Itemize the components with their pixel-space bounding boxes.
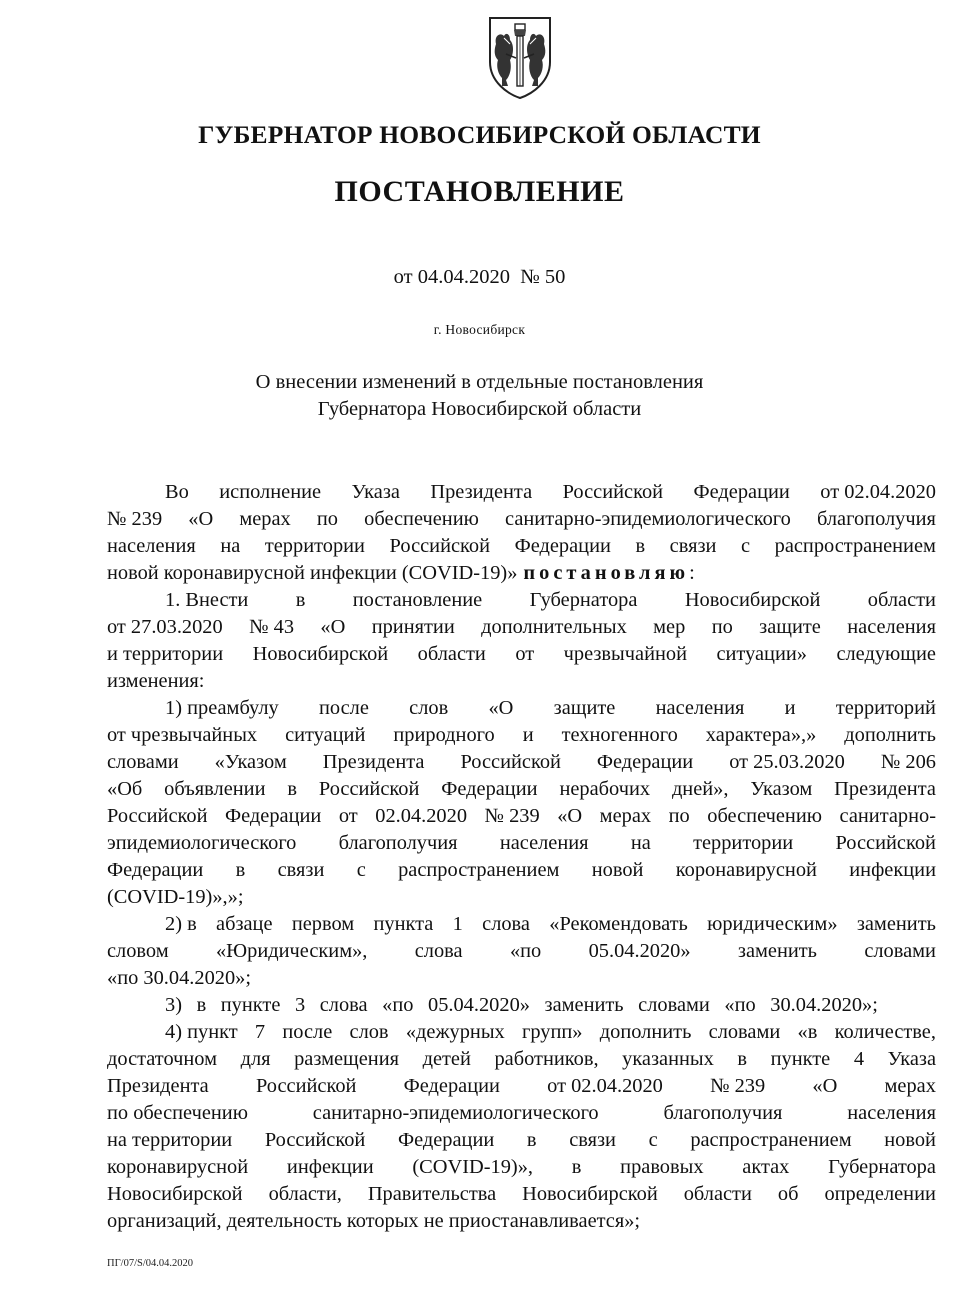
word: Новосибирской xyxy=(252,643,389,665)
word: по xyxy=(711,616,733,638)
text-line xyxy=(107,803,936,830)
word: санитарно-эпидемиологического xyxy=(312,1102,599,1124)
text-line xyxy=(107,911,936,938)
word: от чрезвычайных xyxy=(107,724,258,746)
word: (COVID-19)», xyxy=(412,1156,534,1178)
word: после xyxy=(282,1021,333,1043)
word: благополучия xyxy=(663,1102,783,1124)
word: об xyxy=(777,1183,799,1205)
word: территории xyxy=(693,832,794,854)
text-fragment: (COVID-19)»,»; xyxy=(107,886,244,908)
word: 1) преамбулу xyxy=(165,697,279,719)
word: Президента xyxy=(107,1075,209,1097)
text-line xyxy=(107,560,936,587)
text-line xyxy=(107,1019,936,1046)
word: коронавирусной xyxy=(107,1156,249,1178)
word: характера»,» xyxy=(705,724,817,746)
document-type-title: ПОСТАНОВЛЕНИЕ xyxy=(334,175,625,208)
word: в xyxy=(526,1129,537,1151)
word: Российской xyxy=(318,778,420,800)
word: инфекции xyxy=(286,1156,374,1178)
document-body xyxy=(107,479,936,1235)
word: 02.04.2020 xyxy=(375,805,468,827)
word: «Указом xyxy=(214,751,287,773)
word: Федерации xyxy=(693,481,790,503)
word: Федерации xyxy=(596,751,694,773)
word: для xyxy=(240,1048,271,1070)
word: 05.04.2020» xyxy=(588,940,691,962)
word: Федерации xyxy=(441,778,538,800)
word: достаточном xyxy=(107,1048,217,1070)
word: в xyxy=(737,1048,748,1070)
word: пункте xyxy=(770,1048,831,1070)
text-line xyxy=(107,479,936,506)
word: 30.04.2020»; xyxy=(770,994,878,1016)
word: «О xyxy=(812,1075,838,1097)
word: в xyxy=(287,778,297,800)
word: словами xyxy=(638,994,710,1016)
word: Федерации xyxy=(225,805,322,827)
word: «по xyxy=(724,994,756,1016)
word: области xyxy=(417,643,486,665)
word: № 239 xyxy=(107,508,163,530)
word: словами xyxy=(107,751,179,773)
word: дополнительных xyxy=(481,616,627,638)
word: пункта xyxy=(373,913,434,935)
document-code: ПГ/07/S/04.04.2020 xyxy=(107,1258,193,1269)
word: Президента xyxy=(322,751,425,773)
text-fragment: изменения: xyxy=(107,670,205,692)
word: Новосибирской xyxy=(684,589,821,611)
text-fragment: организаций, деятельность которых не приостанавливается»; xyxy=(107,1210,641,1232)
word: Российской xyxy=(562,481,664,503)
document-subject xyxy=(0,369,959,423)
word: «О xyxy=(557,805,583,827)
word: групп» xyxy=(522,1021,583,1043)
word: на xyxy=(220,535,241,557)
word: исполнение xyxy=(219,481,322,503)
word: связи xyxy=(277,859,325,881)
word: Федерации xyxy=(397,1129,495,1151)
word: с xyxy=(356,859,366,881)
word: мерах xyxy=(239,508,291,530)
word: с xyxy=(741,535,751,557)
word: Федерации xyxy=(514,535,611,557)
word: на xyxy=(630,832,651,854)
word: словами xyxy=(864,940,936,962)
word: 1 xyxy=(452,913,463,935)
word: Российской xyxy=(460,751,561,773)
word: от xyxy=(515,643,535,665)
word: определении xyxy=(824,1183,936,1205)
text-line xyxy=(107,506,936,533)
word: 3 xyxy=(294,994,306,1016)
word: Новосибирской xyxy=(522,1183,658,1205)
word: правовых xyxy=(620,1156,704,1178)
word: обеспечению xyxy=(364,508,479,530)
word: дополнить xyxy=(599,1021,692,1043)
word: заменить xyxy=(856,913,936,935)
word: от xyxy=(338,805,358,827)
word: санитарно-эпидемиологического xyxy=(505,508,791,530)
text-fragment: : xyxy=(689,562,695,584)
word: связи xyxy=(669,535,717,557)
word: детей xyxy=(422,1048,471,1070)
word: 4) пункт xyxy=(165,1021,238,1043)
text-line xyxy=(107,614,936,641)
word: распространением xyxy=(690,1129,852,1151)
word: по обеспечению xyxy=(107,1102,248,1124)
text-line xyxy=(107,587,936,614)
text-line xyxy=(107,1208,936,1235)
text-line xyxy=(107,641,936,668)
subject-line: Губернатора Новосибирской области xyxy=(317,398,642,420)
word: слова xyxy=(414,940,463,962)
word: и территории xyxy=(107,643,224,665)
text-line xyxy=(107,1127,936,1154)
word: от 25.03.2020 xyxy=(729,751,845,773)
word: «Юридическим», xyxy=(215,940,368,962)
word: инфекции xyxy=(849,859,936,881)
word: 05.04.2020» xyxy=(428,994,530,1016)
word: актах xyxy=(742,1156,790,1178)
text-line xyxy=(107,722,936,749)
text-line xyxy=(107,857,936,884)
word: территорий xyxy=(835,697,936,719)
word: населения xyxy=(847,1102,936,1124)
text-line xyxy=(107,1100,936,1127)
text-line xyxy=(107,668,936,695)
word: от 02.04.2020 xyxy=(547,1075,663,1097)
text-line xyxy=(107,749,936,776)
word: распространением xyxy=(774,535,936,557)
word: № 206 xyxy=(880,751,936,773)
decree-keyword: постановляю xyxy=(523,562,690,584)
text-line xyxy=(107,1154,936,1181)
word: словом xyxy=(107,940,169,962)
word: населения xyxy=(655,697,745,719)
text-line xyxy=(107,776,936,803)
word: благополучия xyxy=(338,832,458,854)
word: первом xyxy=(291,913,355,935)
word: в xyxy=(295,589,306,611)
word: дней», xyxy=(671,778,729,800)
word: Российской xyxy=(107,805,208,827)
word: области xyxy=(683,1183,752,1205)
word: указанных xyxy=(622,1048,714,1070)
word: в xyxy=(635,535,646,557)
word: мер xyxy=(653,616,686,638)
word: на территории xyxy=(107,1129,233,1151)
word: 2) в xyxy=(165,913,197,935)
subject-line: О внесении изменений в отдельные постановления xyxy=(255,371,704,393)
word: работников, xyxy=(494,1048,599,1070)
word: коронавирусной xyxy=(675,859,817,881)
word: от 02.04.2020 xyxy=(820,481,936,503)
word: «О xyxy=(320,616,346,638)
issuing-authority: ГУБЕРНАТОР НОВОСИБИРСКОЙ ОБЛАСТИ xyxy=(198,120,761,149)
word: «О xyxy=(188,508,214,530)
word: «по xyxy=(509,940,542,962)
word: в xyxy=(235,859,246,881)
text-line xyxy=(107,1046,936,1073)
word: заменить xyxy=(544,994,624,1016)
text-line xyxy=(107,830,936,857)
word: словами xyxy=(708,1021,781,1043)
word: Указа xyxy=(887,1048,936,1070)
word: 1. Внести xyxy=(165,589,249,611)
text-line xyxy=(107,938,936,965)
word: количестве, xyxy=(834,1021,936,1043)
word: постановление xyxy=(352,589,483,611)
word: Президента xyxy=(834,778,936,800)
word: техногенного xyxy=(561,724,678,746)
word: слов xyxy=(409,697,449,719)
word: и xyxy=(522,724,534,746)
text-line xyxy=(107,1181,936,1208)
word: дополнить xyxy=(844,724,936,746)
word: новой xyxy=(884,1129,936,1151)
word: Новосибирской xyxy=(107,1183,243,1205)
word: нерабочих xyxy=(559,778,651,800)
word: Указом xyxy=(750,778,813,800)
word: «в xyxy=(797,1021,818,1043)
word: и xyxy=(784,697,796,719)
word: «по xyxy=(382,994,414,1016)
word: Губернатора xyxy=(529,589,638,611)
word: от 27.03.2020 xyxy=(107,616,223,638)
word: размещения xyxy=(294,1048,400,1070)
word: заменить xyxy=(737,940,817,962)
word: в xyxy=(196,994,207,1016)
city-name: г. Новосибирск xyxy=(433,322,526,337)
word: ситуации» xyxy=(716,643,807,665)
word: территории xyxy=(264,535,365,557)
word: Правительства xyxy=(367,1183,497,1205)
word: № 43 xyxy=(249,616,295,638)
word: новой xyxy=(591,859,644,881)
word: «О xyxy=(488,697,514,719)
word: Российской xyxy=(389,535,491,557)
word: Российской xyxy=(255,1075,357,1097)
word: защите xyxy=(553,697,616,719)
word: области, xyxy=(268,1183,342,1205)
word: объявлении xyxy=(164,778,266,800)
word: Российской xyxy=(264,1129,366,1151)
word: Российской xyxy=(835,832,936,854)
word: «Об xyxy=(107,778,143,800)
text-line xyxy=(107,695,936,722)
word: населения xyxy=(499,832,589,854)
word: № 239 xyxy=(484,805,540,827)
word: Федерации xyxy=(107,859,204,881)
text-fragment: «по 30.04.2020»; xyxy=(107,967,252,989)
word: защите xyxy=(759,616,821,638)
word: ситуаций xyxy=(285,724,366,746)
word: 4 xyxy=(853,1048,865,1070)
word: № 239 xyxy=(710,1075,766,1097)
word: Президента xyxy=(430,481,533,503)
word: по xyxy=(316,508,338,530)
word: эпидемиологического xyxy=(107,832,297,854)
word: населения xyxy=(847,616,936,638)
word: Федерации xyxy=(403,1075,500,1097)
word: абзаце xyxy=(216,913,273,935)
word: санитарно- xyxy=(839,805,936,827)
word: Во xyxy=(165,481,189,503)
text-fragment: новой коронавирусной инфекции (COVID-19)» xyxy=(107,562,518,584)
word: по xyxy=(668,805,690,827)
word: принятии xyxy=(371,616,455,638)
coat-of-arms-icon xyxy=(484,14,556,100)
word: следующие xyxy=(836,643,936,665)
word: с xyxy=(648,1129,658,1151)
word: мерах xyxy=(884,1075,936,1097)
word: связи xyxy=(569,1129,616,1151)
word: 7 xyxy=(254,1021,266,1043)
word: слова xyxy=(482,913,530,935)
word: обеспечению xyxy=(707,805,822,827)
word: мерах xyxy=(599,805,652,827)
word: населения xyxy=(107,535,196,557)
word: пункте xyxy=(220,994,281,1016)
word: «дежурных xyxy=(405,1021,505,1043)
word: 3) xyxy=(165,994,182,1016)
word: после xyxy=(318,697,369,719)
word: природного xyxy=(393,724,495,746)
date-and-number: от 04.04.2020 № 50 xyxy=(393,266,566,288)
word: слова xyxy=(319,994,368,1016)
word: Указа xyxy=(351,481,400,503)
text-line xyxy=(107,1073,936,1100)
word: слов xyxy=(349,1021,389,1043)
word: благополучия xyxy=(817,508,936,530)
text-line xyxy=(107,533,936,560)
text-line xyxy=(107,992,936,1019)
word: «Рекомендовать xyxy=(549,913,688,935)
text-line xyxy=(107,965,936,992)
word: чрезвычайной xyxy=(563,643,687,665)
word: распространением xyxy=(398,859,560,881)
word: области xyxy=(867,589,936,611)
word: юридическим» xyxy=(707,913,838,935)
word: в xyxy=(571,1156,582,1178)
word: Губернатора xyxy=(828,1156,936,1178)
text-line xyxy=(107,884,936,911)
